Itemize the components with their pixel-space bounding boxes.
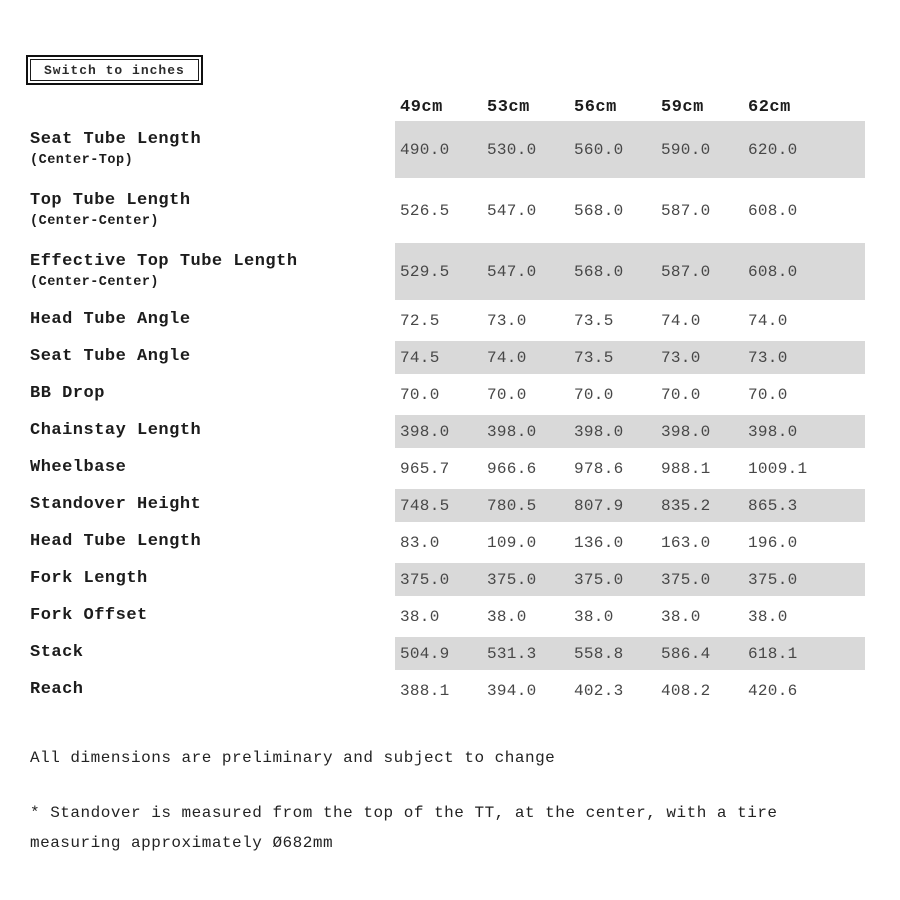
cell-value: 136.0 — [574, 533, 624, 552]
cell-value: 74.5 — [395, 341, 482, 374]
cell-value: 38.0 — [748, 607, 788, 626]
switch-to-inches-button[interactable]: Switch to inches — [26, 55, 203, 85]
preliminary-dimensions-note: All dimensions are preliminary and subject to change — [30, 749, 556, 767]
table-row — [30, 674, 865, 707]
table-row — [30, 121, 865, 178]
table-row — [30, 378, 865, 411]
cell-value: 74.0 — [748, 311, 788, 330]
cell-value: 398.0 — [656, 415, 743, 448]
cell-value: 590.0 — [656, 121, 743, 178]
column-header-49cm: 49cm — [400, 98, 443, 117]
standover-measurement-note: * Standover is measured from the top of the TT, at the center, with a tire measuring approximately Ø682mm — [30, 804, 778, 852]
cell-value: 38.0 — [400, 607, 440, 626]
row-label: Wheelbase — [30, 458, 127, 478]
cell-value: 526.5 — [400, 201, 450, 220]
row-sublabel: (Center-Top) — [30, 153, 134, 169]
cell-value: 70.0 — [574, 385, 614, 404]
table-row — [30, 243, 865, 300]
cell-value: 398.0 — [569, 415, 656, 448]
cell-value: 780.5 — [482, 489, 569, 522]
row-label-cell — [30, 600, 395, 633]
geometry-table — [30, 89, 865, 711]
cell-value: 38.0 — [487, 607, 527, 626]
cell-value: 163.0 — [661, 533, 711, 552]
header-corner-cell — [30, 93, 395, 117]
row-label: Fork Length — [30, 569, 148, 589]
cell-value: 420.6 — [748, 681, 798, 700]
cell-value: 490.0 — [395, 121, 482, 178]
row-label-cell — [30, 304, 395, 337]
row-label-cell — [30, 452, 395, 485]
cell-value: 398.0 — [395, 415, 482, 448]
row-label: Seat Tube Length — [30, 130, 202, 150]
row-label-cell — [30, 526, 395, 559]
row-label: Stack — [30, 643, 84, 663]
cell-value: 620.0 — [743, 121, 865, 178]
row-label-cell — [30, 674, 395, 707]
cell-value: 558.8 — [569, 637, 656, 670]
table-row — [30, 452, 865, 485]
cell-value: 618.1 — [743, 637, 865, 670]
column-header-56cm: 56cm — [574, 98, 617, 117]
cell-value: 398.0 — [482, 415, 569, 448]
table-row — [30, 563, 865, 596]
cell-value: 70.0 — [661, 385, 701, 404]
cell-value: 608.0 — [748, 201, 798, 220]
row-sublabel: (Center-Center) — [30, 214, 160, 230]
cell-value: 83.0 — [400, 533, 440, 552]
cell-value: 73.5 — [574, 311, 614, 330]
cell-value: 568.0 — [569, 243, 656, 300]
cell-value: 375.0 — [656, 563, 743, 596]
row-label: Head Tube Angle — [30, 310, 191, 330]
cell-value: 38.0 — [661, 607, 701, 626]
cell-value: 388.1 — [400, 681, 450, 700]
row-label: Chainstay Length — [30, 421, 202, 441]
cell-value: 70.0 — [400, 385, 440, 404]
cell-value: 568.0 — [574, 201, 624, 220]
table-row — [30, 637, 865, 670]
cell-value: 408.2 — [661, 681, 711, 700]
cell-value: 587.0 — [656, 243, 743, 300]
cell-value: 74.0 — [661, 311, 701, 330]
column-header-59cm: 59cm — [661, 98, 704, 117]
cell-value: 807.9 — [569, 489, 656, 522]
cell-value: 978.6 — [574, 459, 624, 478]
cell-value: 375.0 — [482, 563, 569, 596]
cell-value: 748.5 — [395, 489, 482, 522]
row-label-cell — [30, 341, 395, 374]
cell-value: 530.0 — [482, 121, 569, 178]
table-row — [30, 341, 865, 374]
cell-value: 504.9 — [395, 637, 482, 670]
cell-value: 73.0 — [487, 311, 527, 330]
cell-value: 70.0 — [487, 385, 527, 404]
cell-value: 547.0 — [487, 201, 537, 220]
row-label: Top Tube Length — [30, 191, 191, 211]
row-label-cell — [30, 637, 395, 670]
cell-value: 196.0 — [748, 533, 798, 552]
cell-value: 375.0 — [743, 563, 865, 596]
table-row — [30, 304, 865, 337]
cell-value: 531.3 — [482, 637, 569, 670]
cell-value: 394.0 — [487, 681, 537, 700]
cell-value: 529.5 — [395, 243, 482, 300]
row-label: Reach — [30, 680, 84, 700]
row-label: BB Drop — [30, 384, 105, 404]
cell-value: 865.3 — [743, 489, 865, 522]
row-label: Seat Tube Angle — [30, 347, 191, 367]
cell-value: 73.0 — [656, 341, 743, 374]
table-row — [30, 600, 865, 633]
cell-value: 608.0 — [743, 243, 865, 300]
row-label: Head Tube Length — [30, 532, 202, 552]
cell-value: 988.1 — [661, 459, 711, 478]
row-label-cell — [30, 182, 395, 239]
row-label: Standover Height — [30, 495, 202, 515]
cell-value: 70.0 — [748, 385, 788, 404]
cell-value: 965.7 — [400, 459, 450, 478]
column-header-53cm: 53cm — [487, 98, 530, 117]
cell-value: 109.0 — [487, 533, 537, 552]
cell-value: 835.2 — [656, 489, 743, 522]
row-label: Effective Top Tube Length — [30, 252, 298, 272]
table-row — [30, 415, 865, 448]
cell-value: 375.0 — [395, 563, 482, 596]
row-label-cell — [30, 563, 395, 596]
row-label: Fork Offset — [30, 606, 148, 626]
row-label-cell — [30, 489, 395, 522]
header-row — [30, 93, 865, 117]
row-label-cell — [30, 415, 395, 448]
cell-value: 966.6 — [487, 459, 537, 478]
cell-value: 74.0 — [482, 341, 569, 374]
cell-value: 1009.1 — [748, 459, 808, 478]
table-row — [30, 489, 865, 522]
cell-value: 73.5 — [569, 341, 656, 374]
cell-value: 398.0 — [743, 415, 865, 448]
cell-value: 402.3 — [574, 681, 624, 700]
cell-value: 560.0 — [569, 121, 656, 178]
geometry-table-header — [30, 93, 865, 117]
row-label-cell — [30, 378, 395, 411]
geometry-table-body — [30, 121, 865, 707]
table-row — [30, 182, 865, 239]
column-header-62cm: 62cm — [748, 98, 791, 117]
row-label-cell — [30, 121, 395, 178]
cell-value: 587.0 — [661, 201, 711, 220]
row-label-cell — [30, 243, 395, 300]
cell-value: 586.4 — [656, 637, 743, 670]
cell-value: 72.5 — [400, 311, 440, 330]
cell-value: 547.0 — [482, 243, 569, 300]
cell-value: 73.0 — [743, 341, 865, 374]
table-row — [30, 526, 865, 559]
cell-value: 375.0 — [569, 563, 656, 596]
cell-value: 38.0 — [574, 607, 614, 626]
row-sublabel: (Center-Center) — [30, 275, 160, 291]
